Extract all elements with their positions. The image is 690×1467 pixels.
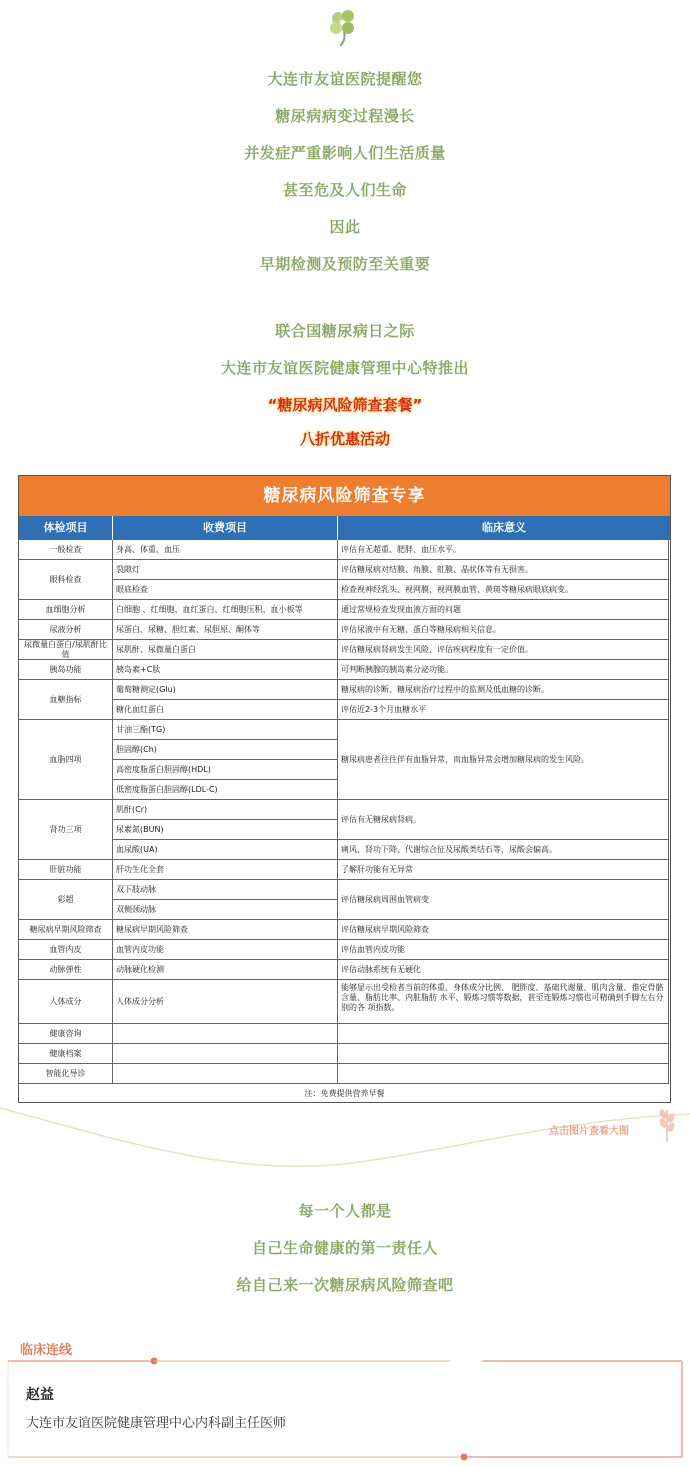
- click-to-enlarge-hint[interactable]: 点击图片查看大图: [549, 1126, 629, 1137]
- clinical-meaning-cell: 评估尿液中有无糖、蛋白等糖尿病相关信息。: [338, 620, 669, 640]
- charge-item-cell: 甘油三酯(TG): [113, 720, 338, 740]
- charge-item-cell: 白细胞 、红细胞、血红蛋白、红细胞压积、血小板等: [113, 600, 338, 620]
- charge-item-cell: 肝功生化全套: [113, 860, 338, 880]
- clinical-meaning-cell: 检查视神经乳头、视网膜、视网膜血管、黄斑等糖尿病眼底病变。: [338, 580, 669, 600]
- intro-line: 早期检测及预防至关重要: [259, 255, 431, 273]
- doctor-name: 赵益: [26, 1387, 54, 1403]
- charge-item-cell: 血管内皮功能: [113, 940, 338, 960]
- charge-item-cell: 血尿酸(UA): [113, 840, 338, 860]
- clover-icon: [326, 6, 362, 48]
- clinical-meaning-cell: 痛风、肾功下降、代谢综合征及尿酸类结石等，尿酸会偏高。: [338, 840, 669, 860]
- charge-item-cell: 人体成分分析: [113, 980, 338, 1024]
- clinical-meaning-cell: 了解肝功能有无异常: [338, 860, 669, 880]
- table-title: 糖尿病风险筛查专享: [19, 476, 670, 516]
- clinical-meaning-cell: 能够显示出受检者当前的体重、身体成分比例、 肥胖度、基础代谢量、肌肉含量、推定骨骼含量、脂肪比率、内脏脂肪 水平、锻炼习惯等数据，甚至连锻炼习惯也可精确到手脚左右分别的各 项指数。: [338, 980, 669, 1024]
- outro-line: 每一个人都是: [298, 1202, 392, 1220]
- charge-item-cell: 尿蛋白、尿糖、胆红素、尿胆原、酮体等: [113, 620, 338, 640]
- charge-item-cell: 尿素氮(BUN): [113, 820, 338, 840]
- charge-item-cell: 双侧颈动脉: [113, 900, 338, 920]
- doctor-title: 大连市友谊医院健康管理中心内科副主任医师: [26, 1416, 287, 1431]
- clinical-meaning-cell: 糖尿病患者往往伴有血脂异常，而血脂异常会增加糖尿病的发生风险。: [338, 720, 669, 800]
- exam-item-cell: 彩超: [19, 880, 113, 920]
- clinical-meaning-cell: 评估近2-3个月血糖水平: [338, 700, 669, 720]
- clinical-meaning-cell: 评估糖尿病早期风险筛查: [338, 920, 669, 940]
- charge-item-cell: 肌酐(Cr): [113, 800, 338, 820]
- intro-line: 并发症严重影响人们生活质量: [244, 144, 446, 162]
- clinical-meaning-cell: 通过常规检查发现血液方面的问题: [338, 600, 669, 620]
- exam-item-cell: 健康档案: [19, 1044, 113, 1064]
- charge-item-cell: 糖化血红蛋白: [113, 700, 338, 720]
- charge-item-cell: 双下肢动脉: [113, 880, 338, 900]
- charge-item-cell: 动脉硬化检测: [113, 960, 338, 980]
- clinical-meaning-cell: 评估有无糖尿病肾病。: [338, 800, 669, 840]
- charge-item-cell: 裂隙灯: [113, 560, 338, 580]
- exam-item-cell: 胰岛功能: [19, 660, 113, 680]
- intro-line: 大连市友谊医院健康管理中心特推出: [220, 359, 469, 377]
- clinical-meaning-cell: [338, 1044, 669, 1064]
- charge-item-cell: [113, 1064, 338, 1084]
- screening-package-table[interactable]: [18, 475, 671, 1103]
- clinical-meaning-cell: 评估动脉系统有无硬化: [338, 960, 669, 980]
- header-charge-item: 收费项目: [113, 516, 338, 540]
- charge-item-cell: 低密度脂蛋白胆固醇(LDL-C): [113, 780, 338, 800]
- outro-line: 自己生命健康的第一责任人: [251, 1239, 438, 1257]
- exam-item-cell: 血糖指标: [19, 680, 113, 720]
- exam-item-cell: 血管内皮: [19, 940, 113, 960]
- exam-item-cell: 健康咨询: [19, 1024, 113, 1044]
- charge-item-cell: [113, 1044, 338, 1064]
- outro-line: 给自己来一次糖尿病风险筛查吧: [236, 1276, 454, 1294]
- clinical-meaning-cell: 评估糖尿病肾病发生风险、评估疾病程度有一定价值。: [338, 640, 669, 660]
- intro-line: 因此: [329, 218, 361, 236]
- clinical-meaning-cell: 评估血管内皮功能: [338, 940, 669, 960]
- exam-item-cell: 糖尿病早期风险筛查: [19, 920, 113, 940]
- exam-item-cell: 尿液分析: [19, 620, 113, 640]
- card-frame: [0, 1355, 690, 1465]
- wheat-icon: [652, 1104, 682, 1144]
- package-name: “糖尿病风险筛查套餐”: [267, 396, 423, 414]
- charge-item-cell: 尿肌酐、尿微量白蛋白: [113, 640, 338, 660]
- intro-line: 大连市友谊医院提醒您: [267, 70, 423, 88]
- charge-item-cell: 眼底检查: [113, 580, 338, 600]
- exam-item-cell: 眼科检查: [19, 560, 113, 600]
- intro-line: 联合国糖尿病日之际: [275, 322, 415, 340]
- exam-item-cell: 血细胞分析: [19, 600, 113, 620]
- charge-item-cell: 胰岛素+C肽: [113, 660, 338, 680]
- exam-item-cell: 人体成分: [19, 980, 113, 1024]
- exam-item-cell: 一般检查: [19, 540, 113, 560]
- charge-item-cell: 高密度脂蛋白胆固醇(HDL): [113, 760, 338, 780]
- clinical-meaning-cell: 糖尿病的诊断、糖尿病治疗过程中的监测及低血糖的诊断。: [338, 680, 669, 700]
- clinical-meaning-cell: 评估有无超重、肥胖、血压水平。: [338, 540, 669, 560]
- header-clinical-meaning: 临床意义: [338, 516, 670, 540]
- decorative-curve: [0, 1100, 690, 1190]
- table-note: 注：免费提供营养早餐: [304, 1089, 385, 1098]
- charge-item-cell: [113, 1024, 338, 1044]
- clinical-meaning-cell: [338, 1024, 669, 1044]
- exam-item-cell: 血脂四项: [19, 720, 113, 800]
- charge-item-cell: 葡萄糖测定(Glu): [113, 680, 338, 700]
- clinical-meaning-cell: 评估糖尿病对结膜、角膜、虹膜、晶状体等有无损害。: [338, 560, 669, 580]
- charge-item-cell: 胆固醇(Ch): [113, 740, 338, 760]
- exam-item-cell: 肝脏功能: [19, 860, 113, 880]
- exam-item-cell: 动脉弹性: [19, 960, 113, 980]
- intro-line: 糖尿病病变过程漫长: [275, 107, 415, 125]
- exam-item-cell: 智能化导诊: [19, 1064, 113, 1084]
- clinical-meaning-cell: 评估糖尿病周围血管病变: [338, 880, 669, 920]
- charge-item-cell: 糖尿病早期风险筛查: [113, 920, 338, 940]
- clinical-meaning-cell: 可判断胰腺的胰岛素分泌功能。: [338, 660, 669, 680]
- intro-line: 甚至危及人们生命: [282, 181, 407, 199]
- charge-item-cell: 身高、体重、血压: [113, 540, 338, 560]
- section-label: 临床连线: [20, 1343, 73, 1358]
- discount-text: 八折优惠活动: [299, 430, 390, 448]
- exam-item-cell: 尿微量白蛋白/尿肌酐比值: [19, 640, 113, 660]
- exam-item-cell: 肾功三项: [19, 800, 113, 860]
- header-exam-item: 体检项目: [19, 516, 113, 540]
- clinical-meaning-cell: [338, 1064, 669, 1084]
